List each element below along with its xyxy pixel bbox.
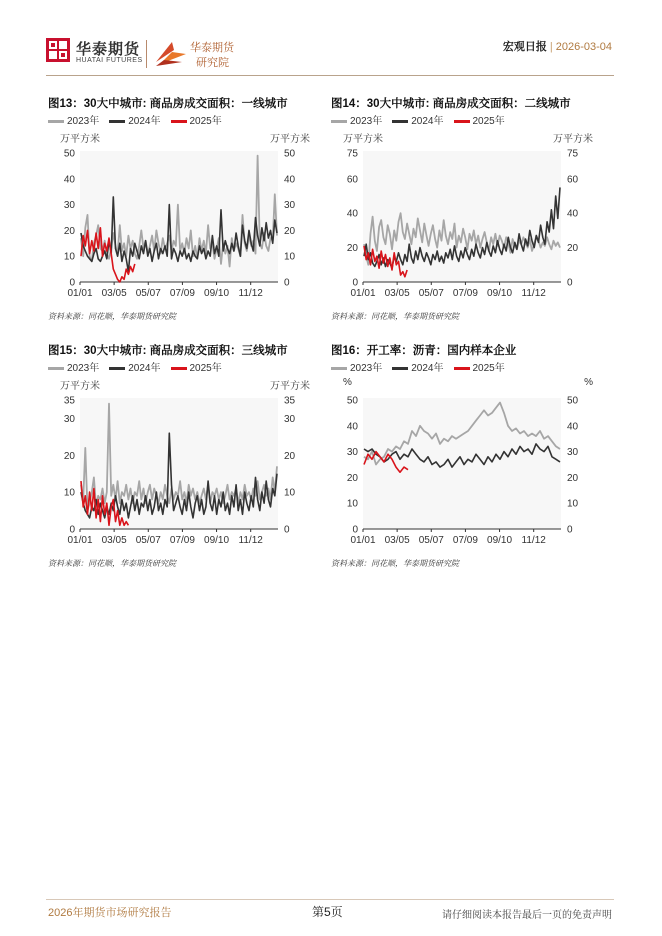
legend-item (454, 359, 505, 374)
chart-fig16 (331, 342, 593, 572)
legend-swatch (171, 367, 187, 370)
y-tick-left: 50 (63, 148, 75, 160)
legend-item (171, 112, 222, 127)
x-tick-label: 01/01 (67, 535, 93, 546)
y-tick-right: 0 (567, 524, 573, 536)
x-tick-label: 03/05 (101, 288, 127, 299)
legend-item (48, 359, 99, 374)
y-tick-right: 0 (567, 277, 573, 289)
y-tick-left: 40 (346, 421, 358, 433)
y-tick-right: 0 (284, 277, 290, 289)
report-date: 2026-03-04 (555, 41, 612, 53)
legend-label: 2025年 (472, 116, 505, 127)
chart-legend (48, 359, 232, 374)
chart-plot (48, 145, 310, 303)
x-tick-label: 07/09 (169, 535, 195, 546)
chart-legend (331, 112, 515, 127)
y-unit-left: 万平方米 (60, 134, 100, 145)
legend-swatch (392, 120, 408, 123)
y-tick-right: 0 (284, 524, 290, 536)
legend-swatch (392, 367, 408, 370)
y-tick-left: 20 (346, 243, 358, 255)
x-tick-label: 09/10 (204, 535, 230, 546)
y-tick-right: 20 (284, 450, 296, 462)
y-tick-left: 60 (346, 174, 358, 186)
y-tick-left: 0 (69, 524, 75, 536)
x-tick-label: 07/09 (452, 288, 478, 299)
y-tick-right: 60 (567, 174, 579, 186)
legend-label: 2023年 (67, 116, 100, 127)
x-tick-label: 05/07 (418, 535, 444, 546)
legend-item (392, 359, 443, 374)
y-tick-left: 30 (63, 200, 75, 212)
legend-item (171, 359, 222, 374)
y-tick-right: 35 (284, 395, 296, 407)
legend-swatch (454, 367, 470, 370)
plot-background (363, 398, 561, 529)
y-tick-right: 10 (284, 251, 296, 263)
y-tick-right: 40 (567, 421, 579, 433)
y-tick-right: 40 (567, 208, 579, 220)
disclaimer-note: 请仔细阅读本报告最后一页的免责声明 (442, 910, 612, 921)
x-tick-label: 03/05 (384, 535, 410, 546)
report-type: 宏观日报 (502, 41, 547, 53)
y-tick-right: 10 (567, 498, 579, 510)
page-number: 第5页 (312, 905, 343, 919)
y-tick-left: 20 (63, 225, 75, 237)
legend-swatch (109, 120, 125, 123)
legend-label: 2025年 (189, 116, 222, 127)
x-tick-label: 11/12 (521, 535, 546, 546)
x-tick-label: 11/12 (521, 288, 546, 299)
y-unit-right: % (584, 377, 593, 388)
huatai-logo-icon (46, 38, 70, 62)
footer-rule (46, 899, 614, 900)
x-tick-label: 03/05 (384, 288, 410, 299)
brand-english: HUATAI FUTURES (76, 57, 143, 64)
legend-label: 2024年 (411, 363, 444, 374)
chart-fig15 (48, 342, 310, 572)
y-unit-right: 万平方米 (270, 381, 310, 392)
legend-item (109, 359, 160, 374)
brand-name: 华泰期货 (76, 41, 141, 58)
x-tick-label: 01/01 (350, 535, 376, 546)
legend-swatch (331, 120, 347, 123)
y-unit-left: % (343, 377, 352, 388)
legend-swatch (109, 367, 125, 370)
y-unit-left: 万平方米 (343, 134, 383, 145)
legend-label: 2023年 (67, 363, 100, 374)
x-tick-label: 01/01 (67, 288, 93, 299)
legend-item (48, 112, 99, 127)
y-tick-right: 50 (567, 395, 579, 407)
legend-swatch (48, 367, 64, 370)
y-tick-right: 20 (567, 472, 579, 484)
y-tick-left: 30 (63, 413, 75, 425)
page-header (0, 0, 662, 80)
y-tick-right: 30 (567, 447, 579, 459)
legend-label: 2025年 (472, 363, 505, 374)
x-tick-label: 05/07 (135, 288, 161, 299)
institute-name-line1: 华泰期货 (190, 42, 234, 54)
legend-swatch (331, 367, 347, 370)
y-tick-left: 40 (63, 174, 75, 186)
chart-legend (48, 112, 232, 127)
y-tick-left: 40 (346, 208, 358, 220)
y-tick-left: 0 (352, 277, 358, 289)
footer-report-title: 2026年期货市场研究报告 (48, 907, 172, 919)
chart-source: 资料来源：同花顺，华泰期货研究院 (331, 312, 459, 321)
y-tick-right: 20 (567, 243, 579, 255)
legend-swatch (171, 120, 187, 123)
chart-title: 图13：30大中城市: 商品房成交面积：一线城市 (48, 98, 288, 110)
legend-item (454, 112, 505, 127)
institute-name-line2: 研究院 (196, 57, 229, 69)
x-tick-label: 01/01 (350, 288, 376, 299)
y-tick-left: 20 (346, 472, 358, 484)
legend-label: 2025年 (189, 363, 222, 374)
institute-logo-icon (154, 40, 188, 68)
y-tick-left: 0 (69, 277, 75, 289)
y-tick-left: 30 (346, 447, 358, 459)
chart-plot (48, 392, 310, 550)
logo-divider (146, 40, 147, 68)
y-tick-right: 30 (284, 200, 296, 212)
chart-source: 资料来源：同花顺，华泰期货研究院 (48, 559, 176, 568)
legend-swatch (454, 120, 470, 123)
chart-source: 资料来源：同花顺，华泰期货研究院 (48, 312, 176, 321)
y-tick-left: 10 (63, 251, 75, 263)
legend-item (331, 359, 382, 374)
y-tick-left: 10 (346, 498, 358, 510)
y-tick-left: 35 (63, 395, 75, 407)
y-tick-left: 0 (352, 524, 358, 536)
y-tick-right: 40 (284, 174, 296, 186)
y-tick-left: 50 (346, 395, 358, 407)
legend-item (331, 112, 382, 127)
y-tick-left: 10 (63, 487, 75, 499)
legend-swatch (48, 120, 64, 123)
chart-plot (331, 145, 593, 303)
legend-label: 2024年 (411, 116, 444, 127)
x-tick-label: 11/12 (238, 535, 263, 546)
y-unit-right: 万平方米 (270, 134, 310, 145)
chart-title: 图14：30大中城市: 商品房成交面积：二线城市 (331, 98, 571, 110)
x-tick-label: 05/07 (135, 535, 161, 546)
legend-label: 2024年 (128, 116, 161, 127)
chart-title: 图16：开工率：沥青：国内样本企业 (331, 345, 517, 357)
y-tick-right: 10 (284, 487, 296, 499)
y-tick-right: 75 (567, 148, 579, 160)
y-unit-left: 万平方米 (60, 381, 100, 392)
x-tick-label: 09/10 (487, 535, 513, 546)
x-tick-label: 09/10 (487, 288, 513, 299)
x-tick-label: 09/10 (204, 288, 230, 299)
header-rule (46, 75, 614, 76)
y-tick-right: 30 (284, 413, 296, 425)
chart-title: 图15：30大中城市: 商品房成交面积：三线城市 (48, 345, 288, 357)
legend-label: 2023年 (350, 363, 383, 374)
report-header-info: 宏观日报 | 2026-03-04 (502, 41, 612, 53)
chart-source: 资料来源：同花顺，华泰期货研究院 (331, 559, 459, 568)
x-tick-label: 07/09 (452, 535, 478, 546)
chart-plot (331, 392, 593, 550)
y-tick-left: 20 (63, 450, 75, 462)
legend-item (109, 112, 160, 127)
y-tick-left: 75 (346, 148, 358, 160)
x-tick-label: 05/07 (418, 288, 444, 299)
y-tick-right: 50 (284, 148, 296, 160)
x-tick-label: 07/09 (169, 288, 195, 299)
chart-legend (331, 359, 515, 374)
legend-label: 2024年 (128, 363, 161, 374)
y-tick-right: 20 (284, 225, 296, 237)
chart-fig13 (48, 95, 310, 325)
legend-label: 2023年 (350, 116, 383, 127)
chart-fig14 (331, 95, 593, 325)
x-tick-label: 03/05 (101, 535, 127, 546)
legend-item (392, 112, 443, 127)
x-tick-label: 11/12 (238, 288, 263, 299)
y-unit-right: 万平方米 (553, 134, 593, 145)
